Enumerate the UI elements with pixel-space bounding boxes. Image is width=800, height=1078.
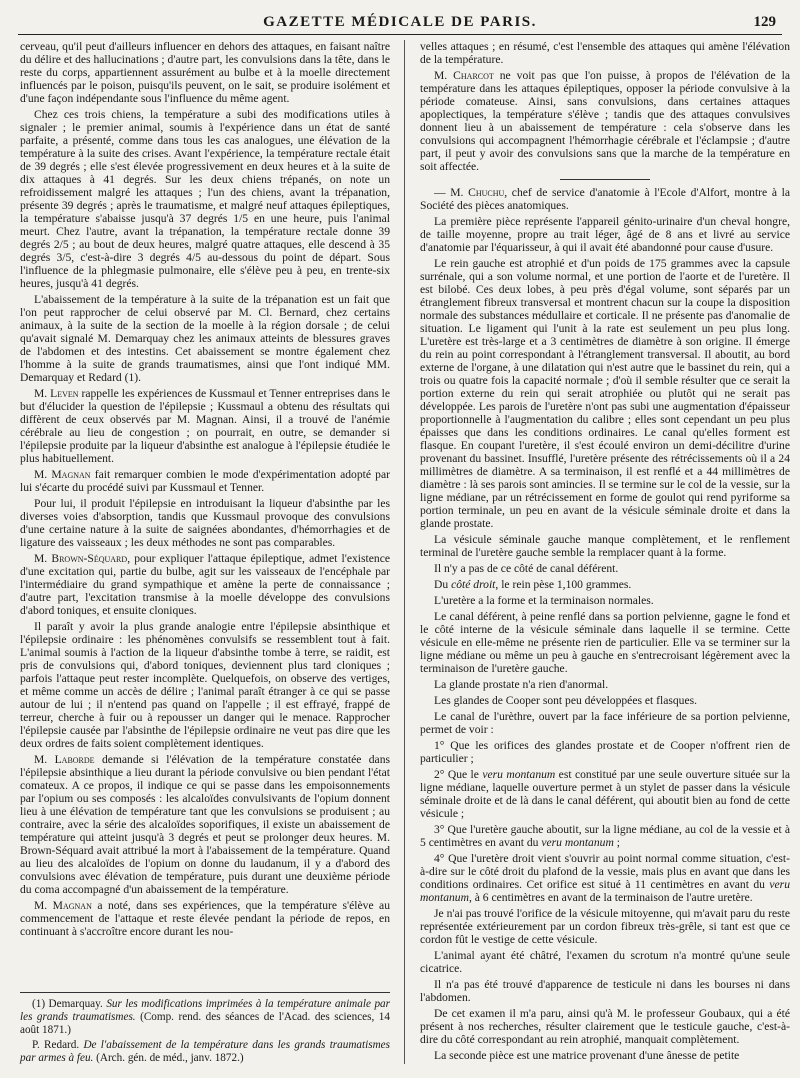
paragraph <box>420 69 790 173</box>
paragraph-text: , pour expliquer l'attaque épileptique, admet l'existence d'une excitation qui, partie du bulbe, agit sur les vaisseaux de l'encéphale par l'intermédiaire du grand sympathique et amène la perte de connaissance ; d'autre part, l'excitation transmise à la moelle développe des convulsions d'abord toniques, et ensuite cloniques. <box>20 552 390 617</box>
emphasis: veru montanum <box>482 768 556 781</box>
emphasis: veru montanum <box>420 878 790 904</box>
footnote-author: (1) Demarquay. <box>32 998 107 1010</box>
paragraph-text: 4° Que l'uretère droit vient s'ouvrir au point normal comme situation, c'est-à-dire sur le côté droit du plafond de la vessie, mais plus en avant que dans les conditions ordinaires. Cet orifice est situé à 11 centimètres en avant du <box>420 852 790 891</box>
paragraph <box>420 823 790 849</box>
paragraph: Le canal déférent, à peine renflé dans sa portion pelvienne, gagne le fond et le côté interne de la vésicule séminale dans laquelle il se termine. Cette vésicule en elle-même ne présente rien de particulier. Elle va se terminer sur la ligne médiane ou même un peu à gauche en s'entrecroisant légèrement avec la terminaison de l'uretère gauche. <box>420 610 790 675</box>
paragraph-text: , le rein pèse 1,100 grammes. <box>495 578 632 591</box>
paragraph: Chez ces trois chiens, la température a subi des modifications utiles à signaler ; le premier animal, soumis à l'expérience dans un état de santé parfaite, a présenté, comme dans tous les cas analogues, une élévation de la température à la suite des crises. Avant l'expérience, la température rectale était de 39 degrés ; elle s'est élevée progressivement en deux heures et à la suite de dix attaques à 41 degrés. Sur les deux chiens trépanés, on note un refroidissement malgré les attaques ; l'un des chiens, avant la trépanation, présente 39 degrés ; après le traumatisme, et malgré neuf attaques épileptiques, la température s'abaisse jusqu'à 37 degrés 1/5 en une heure, puis l'animal meurt. Chez l'autre, avant la trépanation, la température rectale donne 39 degrés 2/5 ; au bout de deux heures, malgré quatre attaques, elle descend à 35 degrés 3/5, c'est-à-dire 3 degrés 4/5 au-dessous du point de départ. Sous l'influence de la phlegmasie pulmonaire, elle s'élève peu à peu, en trente-six heures, jusqu'à 41 degrés. <box>20 108 390 290</box>
paragraph-text: Du <box>434 578 452 591</box>
speaker-name: M. Magnan <box>34 899 92 912</box>
paragraph-text: ne voit pas que l'on puisse, à propos de l'élévation de la température dans les attaques épileptiques, opposer la période convulsive à la période comateuse. Ainsi, sans convulsions, dans certaines attaques apoplectiques, la température s'élève ; tandis que des attaques convulsives donnent lieu à un abaissement de température : cela s'observe dans les convulsions qui accompagnent l'hémorrhagie cérébrale et l'éclampsie ; d'autre part, il peut y avoir des convulsions sans que la marche de la température en soit affectée. <box>420 69 790 173</box>
speaker-name: M. Laborde <box>34 753 95 766</box>
paragraph: 1° Que les orifices des glandes prostate et de Cooper n'offrent rien de particulier ; <box>420 739 790 765</box>
paragraph <box>420 578 790 591</box>
paragraph: L'uretère a la forme et la terminaison normales. <box>434 594 654 607</box>
left-column <box>20 40 390 988</box>
speaker-name: M. Charcot <box>434 69 494 82</box>
emphasis: côté droit <box>451 578 496 591</box>
footnote-title: Sur les modifications imprimées à la température animale par les grands traumatismes. <box>20 998 390 1023</box>
paragraph: Les glandes de Cooper sont peu développées et flasques. <box>434 694 698 707</box>
page-header <box>18 10 782 35</box>
footnote-title: De l'abaissement de la température dans les grands traumatismes par armes à feu. <box>20 1039 390 1064</box>
page-number: 129 <box>753 14 776 30</box>
column-divider <box>404 40 405 1064</box>
paragraph <box>420 186 790 212</box>
footnote <box>20 1039 390 1065</box>
paragraph-text: a noté, dans ses expériences, que la température s'élève au commencement de l'attaque et reste élevée pendant la période de repos, en continuant à s'accroître encore durant les nou- <box>20 899 390 938</box>
paragraph: cerveau, qu'il peut d'ailleurs influencer en dehors des attaques, en faisant naître du délire et des hallucinations ; d'autre part, les convulsions dans la tête, dans le reste du corps, appartiennent assurément au bulbe et à la moelle directement influencés par le poison, puisqu'ils peuvent, on le sait, se produire isolément et d'une façon indépendante sous l'influence du même agent. <box>20 40 390 105</box>
paragraph: Il n'y a pas de ce côté de canal déférent. <box>434 562 619 575</box>
paragraph: Le canal de l'urèthre, ouvert par la face inférieure de sa portion pelvienne, permet de voir : <box>420 710 790 736</box>
footnotes <box>20 992 390 1067</box>
speaker-name: M. Brown-Séquard <box>34 552 128 565</box>
paragraph-text: , à 6 centimètres en avant de la terminaison de l'autre uretère. <box>468 891 753 904</box>
paragraph: velles attaques ; en résumé, c'est l'ensemble des attaques qui amène l'élévation de la température. <box>420 40 790 66</box>
paragraph <box>20 753 390 896</box>
paragraph <box>420 768 790 820</box>
section-separator <box>560 179 650 180</box>
paragraph: Il n'a pas été trouvé d'apparence de testicule ni dans les bourses ni dans l'abdomen. <box>420 978 790 1004</box>
speaker-name: M. Leven <box>34 387 79 400</box>
paragraph-text: rappelle les expériences de Kussmaul et Tenner entreprises dans le but d'élucider la question de l'épilepsie ; Kussmaul a obtenu des résultats qui diffèrent de ceux observés par M. Magnan. Ainsi, il a trouvé de l'anémie cérébrale au lieu de congestion ; on pourrait, en outre, se demander si l'épilepsie produite par la liqueur d'absinthe est analogue à l'épilepsie étudiée le plus habituellement. <box>20 387 390 465</box>
paragraph: De cet examen il m'a paru, ainsi qu'à M. le professeur Goubaux, qui a été présent à nos recherches, résulter clairement que le testicule gauche, c'est-à-dire du côté correspondant au rein atrophié, manquait complètement. <box>420 1007 790 1046</box>
paragraph-text: 3° Que l'uretère gauche aboutit, sur la ligne médiane, au col de la vessie et à 5 centimètres en avant du <box>420 823 790 849</box>
paragraph: Le rein gauche est atrophié et d'un poids de 175 grammes avec la capsule surrénale, qui a son volume normal, et une portion de l'aorte et de l'uretère. Il est bilobé. Ces deux lobes, à peu près d'égal volume, sont séparés par un étranglement fibreux transversal et montrent chacun sur la coupe la disposition normale des substances médullaire et corticale. Il ne présente pas d'anomalie de situation. Le ligament qui l'unit à la rate est seulement un peu plus long. L'uretère est très-large et a 3 centimètres de diamètre à son origine. Il émerge du rein au point correspondant à l'étranglement transversal. Il aboutit, au bord externe de l'organe, à une dilatation qui n'est autre que le bassinet du rein, qui a trois ou quatre fois la capacité normale ; d'où il semble résulter que ce serait la portion externe du rein qui serait atrophiée ou plutôt qui ne serait pas développée. Les parois de l'uretère n'ont pas subi une augmentation d'épaisseur proportionnelle à l'augmentation du calibre ; elles sont cependant un peu plus épaisses que dans les conditions ordinaires. Le canal qu'elles forment est flasque. En coupant l'uretère, il s'est écoulé environ un demi-décilitre d'urine provenant du bassinet. Insufflé, l'uretère présente des rétrécissements où il a 24 millimètres de diamètre. A sa terminaison, il est renflé et a 44 millimètres de diamètre : là ses parois sont amincies. Il se termine sur le col de la vessie, sur la ligne médiane, par un rétrécissement en forme de goulot qui rend pyriforme sa portion terminale, un peu en avant de la vésicule séminale droite et dans la glande prostate. <box>420 257 790 530</box>
paragraph-text: , chef de service d'anatomie à l'Ecole d'Alfort, montre à la Société des pièces anatomiques. <box>420 186 790 212</box>
paragraph-text: 2° Que le <box>434 768 483 781</box>
paragraph: La vésicule séminale gauche manque complètement, et le renflement terminal de l'uretère gauche semble la remplacer quant à la forme. <box>420 533 790 559</box>
paragraph: L'abaissement de la température à la suite de la trépanation est un fait que l'on peut rapprocher de celui observé par M. Cl. Bernard, chez certains animaux, à la suite de la section de la moelle à la région dorsale ; de celui qu'avait signalé M. Demarquay chez les animaux atteints de blessures graves de l'abdomen et des intestins. Cet abaissement se montre également chez l'homme à la suite de grands traumatismes, ainsi que l'ont indiqué MM. Demarquay et Redard (1). <box>20 293 390 384</box>
paragraph: Pour lui, il produit l'épilepsie en introduisant la liqueur d'absinthe par les diverses voies d'absorption, tandis que Kussmaul provoque des convulsions d'une certaine nature à la suite de saignées abondantes, d'hémorrhagies et de ligature des vaisseaux ; les deux méthodes ne sont pas comparables. <box>20 497 390 549</box>
paragraph <box>20 387 390 465</box>
right-column <box>420 40 790 1070</box>
paragraph-text: est constitué par une seule ouverture située sur la ligne médiane, laquelle ouverture permet à un stylet de passer dans la vésicule séminale droite et de là dans le canal déférent, qui aboutit bien au fond de cette vésicule ; <box>420 768 790 820</box>
paragraph-text: demande si l'élévation de la température constatée dans l'épilepsie absinthique a lieu durant la période convulsive ou bien pendant l'état comateux. A ce propos, il indique ce qui se passe dans les empoisonnements par l'opium ou ses composés : les alcaloïdes convulsivants de l'opium donnent lieu à une élévation de température tant que les convulsions se produisent ; au contraire, avec la série des alcaloïdes soporifiques, il existe un abaissement de température qui atteint jusqu'à 3 degrés et peut se prolonger deux heures. M. Brown-Séquard avait attribué la mort à l'abaissement de la température. Quand au lieu des alcaloïdes de l'opium on donne du laudanum, il y a d'abord des convulsions avec élévation de température, puis durant une deuxième période du coma accompagné d'un abaissement de la température. <box>20 753 390 896</box>
paragraph: La première pièce représente l'appareil génito-urinaire d'un cheval hongre, de taille moyenne, propre au trait léger, âgé de 8 ans et livré au service d'anatomie par l'équarisseur, à qui il avait été abandonné pour cause d'usure. <box>420 215 790 254</box>
paragraph <box>20 899 390 938</box>
paragraph: L'animal ayant été châtré, l'examen du scrotum n'a montré qu'une seule cicatrice. <box>420 949 790 975</box>
paragraph <box>420 852 790 904</box>
speaker-name: M. Magnan <box>34 468 91 481</box>
paragraph: Il paraît y avoir la plus grande analogie entre l'épilepsie absinthique et l'épilepsie ordinaire : les phénomènes convulsifs se ressemblent tout à fait. L'animal soumis à l'action de la liqueur d'absinthe tombe à terre, se raidit, est pris de convulsions qui, d'abord toniques, deviennent plus tard cloniques ; parfois l'attaque peut rester incomplète. Quelquefois, on observe des vertiges, et même comme un accès de délire ; l'animal paraît étranger à ce qui se passe autour de lui ; il n'entend pas quand on l'appelle ; il est effrayé, frappé de terreur, cherche à fuir ou à repousser un danger qui le menace. Rapprocher l'épilepsie causée par l'absinthe de l'épilepsie ordinaire ne veut pas dire que les deux ordres de faits soient complètement identiques. <box>20 620 390 750</box>
footnote-source: (Arch. gén. de méd., janv. 1872.) <box>93 1052 244 1064</box>
paragraph: Je n'ai pas trouvé l'orifice de la vésicule mitoyenne, qui m'avait paru du reste représentée extérieurement par un cordon fibreux très-grêle, si tant est que ce cordon fût le vestige de cette vésicule. <box>420 907 790 946</box>
footnote-author: P. Redard. <box>32 1039 84 1051</box>
paragraph-text: ; <box>613 836 620 849</box>
paragraph-text: fait remarquer combien le mode d'expérimentation adopté par lui s'écarte du procédé suivi par Kussmaul et Tenner. <box>20 468 390 494</box>
paragraph <box>20 552 390 617</box>
speaker-name: — M. Chuchu <box>434 186 505 199</box>
paragraph <box>20 468 390 494</box>
emphasis: veru montanum <box>541 836 614 849</box>
paragraph: La glande prostate n'a rien d'anormal. <box>434 678 609 691</box>
running-title: GAZETTE MÉDICALE DE PARIS. <box>263 14 537 30</box>
paragraph: La seconde pièce est une matrice provenant d'une ânesse de petite <box>434 1049 740 1062</box>
footnote-source: (Comp. rend. des séances de l'Acad. des sciences, 14 août 1871.) <box>20 1011 390 1036</box>
footnote <box>20 998 390 1037</box>
